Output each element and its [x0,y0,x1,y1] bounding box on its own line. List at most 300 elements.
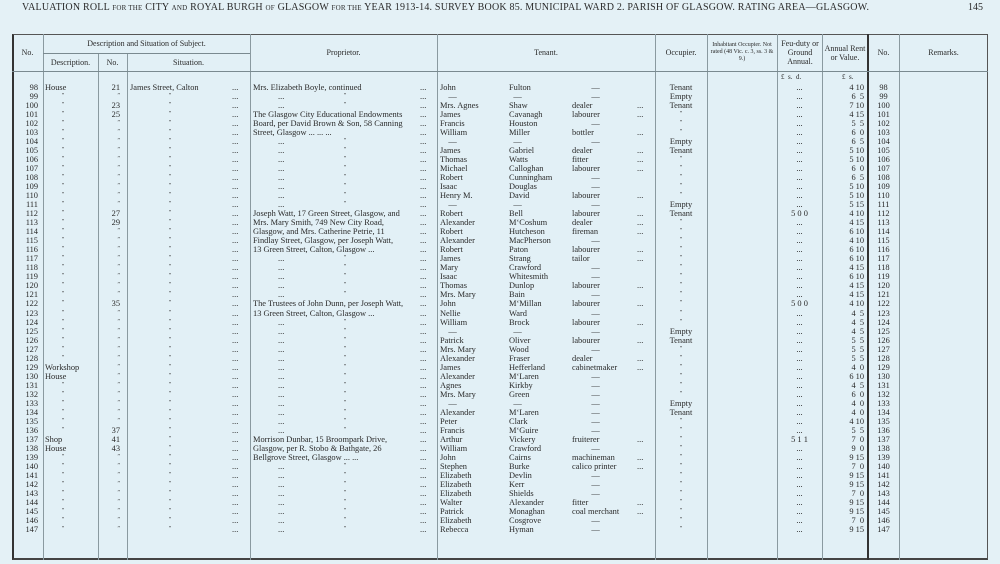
situation: ″ [168,354,172,361]
feu-duty-dots: ... [796,326,803,336]
tenant-first-name: Michael [440,163,468,173]
proprietor: ″ [343,92,347,99]
proprietor: ″ [343,354,347,361]
proprietor-dots: ... [420,181,427,191]
tenant-occupation: — [591,308,600,318]
annual-rent: 4 15 [849,109,864,119]
row-number-right: 106 [877,154,890,164]
table-row [0,164,1000,173]
annual-rent: 7 10 [849,100,864,110]
tenant-occupation: — [591,389,600,399]
proprietor: ″ [343,155,347,162]
proprietor-dots: ... [420,136,427,146]
row-number-right: 142 [877,480,890,490]
proprietor: ″ [343,427,347,434]
annual-rent: 7 0 [851,489,864,499]
tenant-surname: Devlin [509,471,532,481]
proprietor-dots: ... [278,362,285,372]
street-number: 41 [111,435,120,445]
proprietor-dots: ... [420,245,427,255]
row-number: 106 [25,154,38,164]
description: ″ [61,173,65,180]
tenant-surname: Oliver [509,335,531,345]
occupier: Empty [669,136,693,146]
proprietor-dots: ... [278,190,285,200]
proprietor: Morrison Dunbar, 15 Broompark Drive, [253,435,388,445]
description: ″ [61,472,65,479]
occupier: ″ [679,300,683,307]
street-number: ″ [117,336,120,343]
row-number: 105 [25,145,38,155]
occupation-dots: ... [637,362,644,372]
row-number: 135 [25,416,38,426]
row-number-right: 103 [877,127,890,137]
proprietor-dots: ... [420,498,427,508]
situation-dots: ... [232,317,239,327]
tenant-first-name: — [448,91,457,101]
street-number: 25 [111,109,120,119]
street-number: ″ [117,155,120,162]
annual-rent: 9 15 [849,453,864,463]
proprietor-dots: ... [420,209,427,219]
row-number-right: 108 [877,172,890,182]
proprietor-dots: ... [420,299,427,309]
row-number-right: 138 [877,444,890,454]
table-row [0,200,1000,209]
feu-duty-dots: ... [796,172,803,182]
situation: ″ [168,137,172,144]
feu-duty-dots: ... [796,236,803,246]
situation: ″ [168,526,172,533]
tenant-surname: Clark [509,416,528,426]
situation: ″ [168,182,172,189]
description: Shop [45,435,63,445]
description: ″ [61,300,65,307]
row-number-right: 110 [877,190,890,200]
occupation-dots: ... [637,245,644,255]
occupier: Tenant [669,209,693,219]
occupation-dots: ... [637,435,644,445]
description: Workshop [45,362,80,372]
street-number: ″ [117,201,120,208]
table-row [0,381,1000,390]
situation-dots: ... [232,335,239,345]
annual-rent: 6 0 [851,389,864,399]
table-row [0,435,1000,444]
annual-rent: 4 10 [849,236,864,246]
proprietor: Bellgrove Street, Glasgow ... ... [253,453,359,463]
tenant-surname: Bain [509,290,525,300]
tenant-first-name: Mrs. Mary [440,389,476,399]
proprietor-dots: ... [278,471,285,481]
header-occupier: Occupier. [665,48,697,57]
row-number-right: 128 [877,353,890,363]
feu-duty-dots: ... [796,145,803,155]
annual-rent: 6 5 [851,91,864,101]
street-number: ″ [117,164,120,171]
proprietor-dots: ... [278,462,285,472]
situation-dots: ... [232,498,239,508]
proprietor-dots: ... [420,100,427,110]
row-number-right: 112 [877,209,890,219]
tenant-first-name: — [448,326,457,336]
occupier: ″ [679,237,683,244]
annual-rent: 5 5 [851,353,864,363]
tenant-surname: Miller [509,127,530,137]
proprietor-dots: ... [278,498,285,508]
row-number: 126 [25,335,38,345]
table-row [0,426,1000,435]
proprietor: ″ [343,291,347,298]
table-row [0,444,1000,453]
proprietor-dots: ... [278,398,285,408]
tenant-occupation: — [591,416,600,426]
situation-dots: ... [232,344,239,354]
occupation-dots: ... [637,498,644,508]
street-number: ″ [117,237,120,244]
feu-units: £ s. d. [781,73,802,81]
page-number: 145 [968,2,983,13]
occupation-dots: ... [637,154,644,164]
title-part: FOR THE [112,4,143,12]
occupier: ″ [679,318,683,325]
proprietor-dots: ... [278,172,285,182]
proprietor-dots: ... [420,200,427,210]
table-row [0,236,1000,245]
tenant-first-name: Francis [440,426,465,436]
rent-units: £ s. [842,73,854,81]
proprietor-dots: ... [420,416,427,426]
occupier: Tenant [669,100,693,110]
tenant-first-name: John [440,82,456,92]
tenant-first-name: William [440,127,468,137]
row-number-right: 104 [877,136,890,146]
title-part: CITY [145,2,169,13]
occupier: ″ [679,309,683,316]
feu-duty-dots: ... [796,91,803,101]
proprietor-dots: ... [420,91,427,101]
row-number: 102 [25,118,38,128]
proprietor: ″ [343,282,347,289]
situation-dots: ... [232,489,239,499]
feu-duty-dots: ... [796,389,803,399]
tenant-occupation: dealer [572,218,593,228]
header-situation: Situation. [173,57,204,67]
situation-dots: ... [232,353,239,363]
table-row [0,218,1000,227]
table-row [0,83,1000,92]
street-number: ″ [117,128,120,135]
proprietor: ″ [343,336,347,343]
row-number-right: 123 [877,308,890,318]
tenant-occupation: labourer [572,335,600,345]
proprietor-dots: ... [420,82,427,92]
proprietor: 13 Green Street, Calton, Glasgow ... [253,245,375,255]
proprietor-dots: ... [420,227,427,237]
occupier: ″ [679,436,683,443]
header-inhabitant-occupier: Inhabitant Occupier. Not rated (48 Vic. c. 3, ss. 3 & 9.) [710,42,774,62]
annual-rent: 4 10 [849,209,864,219]
row-number: 134 [25,407,38,417]
tenant-surname: Houston [509,118,538,128]
situation-dots: ... [232,91,239,101]
table-row [0,290,1000,299]
situation: ″ [168,399,172,406]
tenant-surname: M‘Laren [509,371,539,381]
row-number: 133 [25,398,38,408]
street-number: 37 [111,426,120,436]
row-number-right: 121 [877,290,890,300]
proprietor-dots: ... [420,272,427,282]
street-number: ″ [117,363,120,370]
tenant-surname: Cunningham [509,172,553,182]
annual-rent: 9 15 [849,507,864,517]
proprietor: ″ [343,191,347,198]
annual-rent: 4 5 [851,326,864,336]
tenant-surname: Hyman [509,525,534,535]
proprietor: ″ [343,463,347,470]
row-number-right: 131 [877,380,890,390]
row-number: 114 [25,227,38,237]
proprietor-dots: ... [278,480,285,490]
header-divider [12,71,988,72]
situation-dots: ... [232,435,239,445]
annual-rent: 6 10 [849,227,864,237]
feu-duty-dots: ... [796,444,803,454]
street-number: ″ [117,517,120,524]
tenant-surname: Shaw [509,100,528,110]
situation-dots: ... [232,416,239,426]
row-number: 131 [25,380,38,390]
row-number-right: 107 [877,163,890,173]
proprietor-dots: ... [278,154,285,164]
row-number: 145 [25,507,38,517]
annual-rent: 5 10 [849,145,864,155]
situation-dots: ... [232,308,239,318]
occupation-dots: ... [637,335,644,345]
tenant-first-name: Isaac [440,272,458,282]
proprietor: ″ [343,363,347,370]
feu-duty-dots: ... [796,118,803,128]
row-number-right: 140 [877,462,890,472]
occupier: ″ [679,490,683,497]
proprietor-dots: ... [278,181,285,191]
occupier: ″ [679,191,683,198]
tenant-surname: Gabriel [509,145,535,155]
annual-rent: 4 15 [849,263,864,273]
situation-dots: ... [232,227,239,237]
street-number: ″ [117,146,120,153]
tenant-occupation: fireman [572,227,599,237]
proprietor: ″ [343,408,347,415]
annual-rent: 6 10 [849,254,864,264]
description: ″ [61,427,65,434]
table-row [0,336,1000,345]
proprietor-dots: ... [420,516,427,526]
description: ″ [61,201,65,208]
row-number-right: 146 [877,516,890,526]
table-row [0,345,1000,354]
annual-rent: 5 15 [849,200,864,210]
title-part: ROYAL BURGH [190,2,263,13]
feu-duty-dots: ... [796,281,803,291]
row-number-right: 114 [877,227,890,237]
tenant-occupation: labourer [572,190,600,200]
description: ″ [61,273,65,280]
row-number: 103 [25,127,38,137]
occupier: ″ [679,372,683,379]
proprietor-dots: ... [278,163,285,173]
tenant-surname: Burke [509,462,530,472]
proprietor-dots: ... [278,407,285,417]
feu-duty-dots: ... [796,263,803,273]
tenant-occupation: machineman [572,453,615,463]
annual-rent: 4 10 [849,82,864,92]
tenant-first-name: Francis [440,118,465,128]
situation-dots: ... [232,507,239,517]
proprietor-dots: ... [420,362,427,372]
proprietor-dots: ... [420,462,427,472]
proprietor: ″ [343,101,347,108]
annual-rent: 5 5 [851,426,864,436]
proprietor-dots: ... [420,407,427,417]
occupier: Empty [669,398,693,408]
tenant-first-name: James [440,145,461,155]
annual-rent: 4 15 [849,281,864,291]
situation-dots: ... [232,209,239,219]
annual-rent: 6 0 [851,127,864,137]
tenant-first-name: John [440,453,456,463]
annual-rent: 5 10 [849,181,864,191]
situation-dots: ... [232,118,239,128]
tenant-occupation: labourer [572,317,600,327]
tenant-surname: Ward [509,308,527,318]
description: ″ [61,399,65,406]
tenant-occupation: labourer [572,109,600,119]
tenant-occupation: dealer [572,100,593,110]
tenant-surname: Cavanagh [509,109,543,119]
proprietor-dots: ... [420,118,427,128]
header-description: Description. [50,57,91,67]
proprietor-dots: ... [420,281,427,291]
proprietor-dots: ... [278,416,285,426]
page-title [22,2,962,13]
proprietor-dots: ... [420,453,427,463]
situation-dots: ... [232,236,239,246]
tenant-occupation: labourer [572,163,600,173]
situation: ″ [168,454,172,461]
row-number-right: 120 [877,281,890,291]
table-row [0,92,1000,101]
occupier: ″ [679,445,683,452]
occupation-dots: ... [637,299,644,309]
description: ″ [61,309,65,316]
proprietor-dots: ... [420,317,427,327]
title-part: OF [265,4,275,12]
description: ″ [61,182,65,189]
description: ″ [61,191,65,198]
table-row [0,299,1000,308]
proprietor: ″ [343,472,347,479]
annual-rent: 7 0 [851,516,864,526]
proprietor: ″ [343,481,347,488]
occupier: ″ [679,417,683,424]
row-number: 117 [25,254,38,264]
description: ″ [61,526,65,533]
occupier: Tenant [669,82,693,92]
proprietor-dots: ... [420,398,427,408]
situation-dots: ... [232,136,239,146]
row-number-right: 125 [877,326,890,336]
feu-duty-dots: ... [796,453,803,463]
annual-rent: 7 0 [851,435,864,445]
row-number: 109 [25,181,38,191]
occupier: ″ [679,273,683,280]
tenant-surname: — [513,398,522,408]
table-row [0,480,1000,489]
feu-duty-dots: ... [796,163,803,173]
tenant-first-name: James [440,109,461,119]
table-row [0,471,1000,480]
row-number: 122 [25,299,38,309]
situation: ″ [168,273,172,280]
proprietor: ″ [343,490,347,497]
proprietor-dots: ... [278,380,285,390]
description: ″ [61,219,65,226]
tenant-surname: Cairns [509,453,531,463]
table-row [0,272,1000,281]
description: ″ [61,237,65,244]
annual-rent: 6 10 [849,245,864,255]
street-number: ″ [117,417,120,424]
proprietor-dots: ... [420,389,427,399]
occupier: ″ [679,228,683,235]
proprietor: ″ [343,201,347,208]
row-number-right: 145 [877,507,890,517]
tenant-first-name: Alexander [440,236,475,246]
occupation-dots: ... [637,317,644,327]
tenant-surname: Fulton [509,82,531,92]
annual-rent: 9 15 [849,480,864,490]
tenant-first-name: Alexander [440,407,475,417]
proprietor-dots: ... [420,290,427,300]
feu-duty-dots: ... [796,507,803,517]
feu-duty-dots: ... [796,82,803,92]
tenant-first-name: William [440,444,468,454]
tenant-occupation: dealer [572,145,593,155]
tenant-occupation: fitter [572,498,589,508]
table-row [0,281,1000,290]
row-number: 146 [25,516,38,526]
description: ″ [61,264,65,271]
feu-duty-dots: ... [796,416,803,426]
tenant-occupation: — [591,118,600,128]
proprietor-dots: ... [420,190,427,200]
feu-duty-dots: ... [796,227,803,237]
situation: ″ [168,164,172,171]
tenant-occupation: coal merchant [572,507,620,517]
annual-rent: 4 5 [851,317,864,327]
situation: ″ [168,237,172,244]
feu-duty-dots: ... [796,525,803,535]
feu-duty-dots: ... [796,353,803,363]
street-number: ″ [117,463,120,470]
table-row [0,146,1000,155]
proprietor: Findlay Street, Glasgow, per Joseph Watt, [253,236,394,246]
situation-dots: ... [232,389,239,399]
situation: ″ [168,92,172,99]
situation: ″ [168,336,172,343]
